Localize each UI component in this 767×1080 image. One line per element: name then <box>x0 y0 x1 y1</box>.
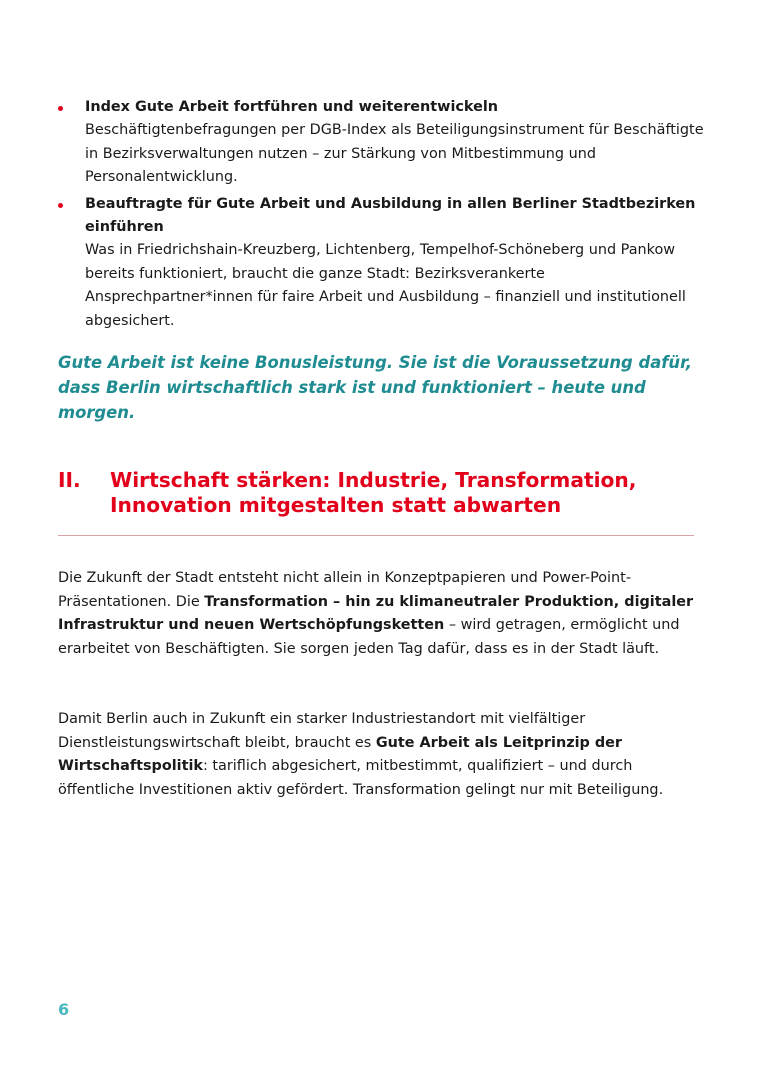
body-paragraph <box>58 708 698 802</box>
paragraph-text: Damit Berlin auch in Zukunft ein starker Industriestandort mit vielfältiger Dienstleistungswirtschaft bleibt, braucht es <box>58 711 586 751</box>
section-divider <box>58 535 694 536</box>
bullet-title: Index Gute Arbeit fortführen und weiterentwickeln <box>85 99 499 115</box>
list-item <box>58 193 708 333</box>
page-number: 6 <box>58 1000 70 1019</box>
paragraph-text: : tariflich abgesichert, mitbestimmt, qualifiziert – und durch öffentliche Investitionen aktiv gefördert. Transformation gelingt nur mit Beteiligung. <box>58 758 664 798</box>
list-item <box>58 96 708 190</box>
bullet-title: Beauftragte für Gute Arbeit und Ausbildung in allen Berliner Stadtbezirken einführen <box>85 195 696 236</box>
bullet-icon <box>58 203 63 208</box>
bullet-list <box>58 96 708 336</box>
paragraph-text: – wird getragen, ermöglicht und erarbeitet von Beschäftigten. Sie sorgen jeden Tag dafür, dass es in der Stadt läuft. <box>58 617 680 657</box>
paragraph-emphasis: Gute Arbeit als Leitprinzip der Wirtschaftspolitik <box>58 734 622 774</box>
section-title: Wirtschaft stärken: Industrie, Transformation, Innovation mitgestalten statt abwarten <box>110 468 637 517</box>
bullet-icon <box>58 106 63 111</box>
body-paragraph <box>58 567 698 661</box>
paragraph-text: Die Zukunft der Stadt entsteht nicht allein in Konzeptpapieren und Power-Point-Präsentationen. Die <box>58 570 632 610</box>
paragraph-emphasis: Transformation – hin zu klimaneutraler Produktion, digitaler Infrastruktur und neuen Wertschöpfungsketten <box>58 593 694 633</box>
bullet-text: Was in Friedrichshain-Kreuzberg, Lichtenberg, Tempelhof-Schöneberg und Pankow bereits funktioniert, braucht die ganze Stadt: Bezirksverankerte Ansprechpartner*innen für faire Arbeit und Ausbildung – finanziell und institutionell abgesichert. <box>85 242 686 329</box>
bullet-text: Beschäftigtenbefragungen per DGB-Index als Beteiligungsinstrument für Beschäftigte in Bezirksverwaltungen nutzen – zur Stärkung von Mitbestimmung und Personalentwicklung. <box>85 122 704 186</box>
section-number: II. <box>58 468 81 492</box>
highlight-claim: Gute Arbeit ist keine Bonusleistung. Sie ist die Voraussetzung dafür, dass Berlin wirtschaftlich stark ist und funktioniert – heute und morgen. <box>58 353 692 422</box>
